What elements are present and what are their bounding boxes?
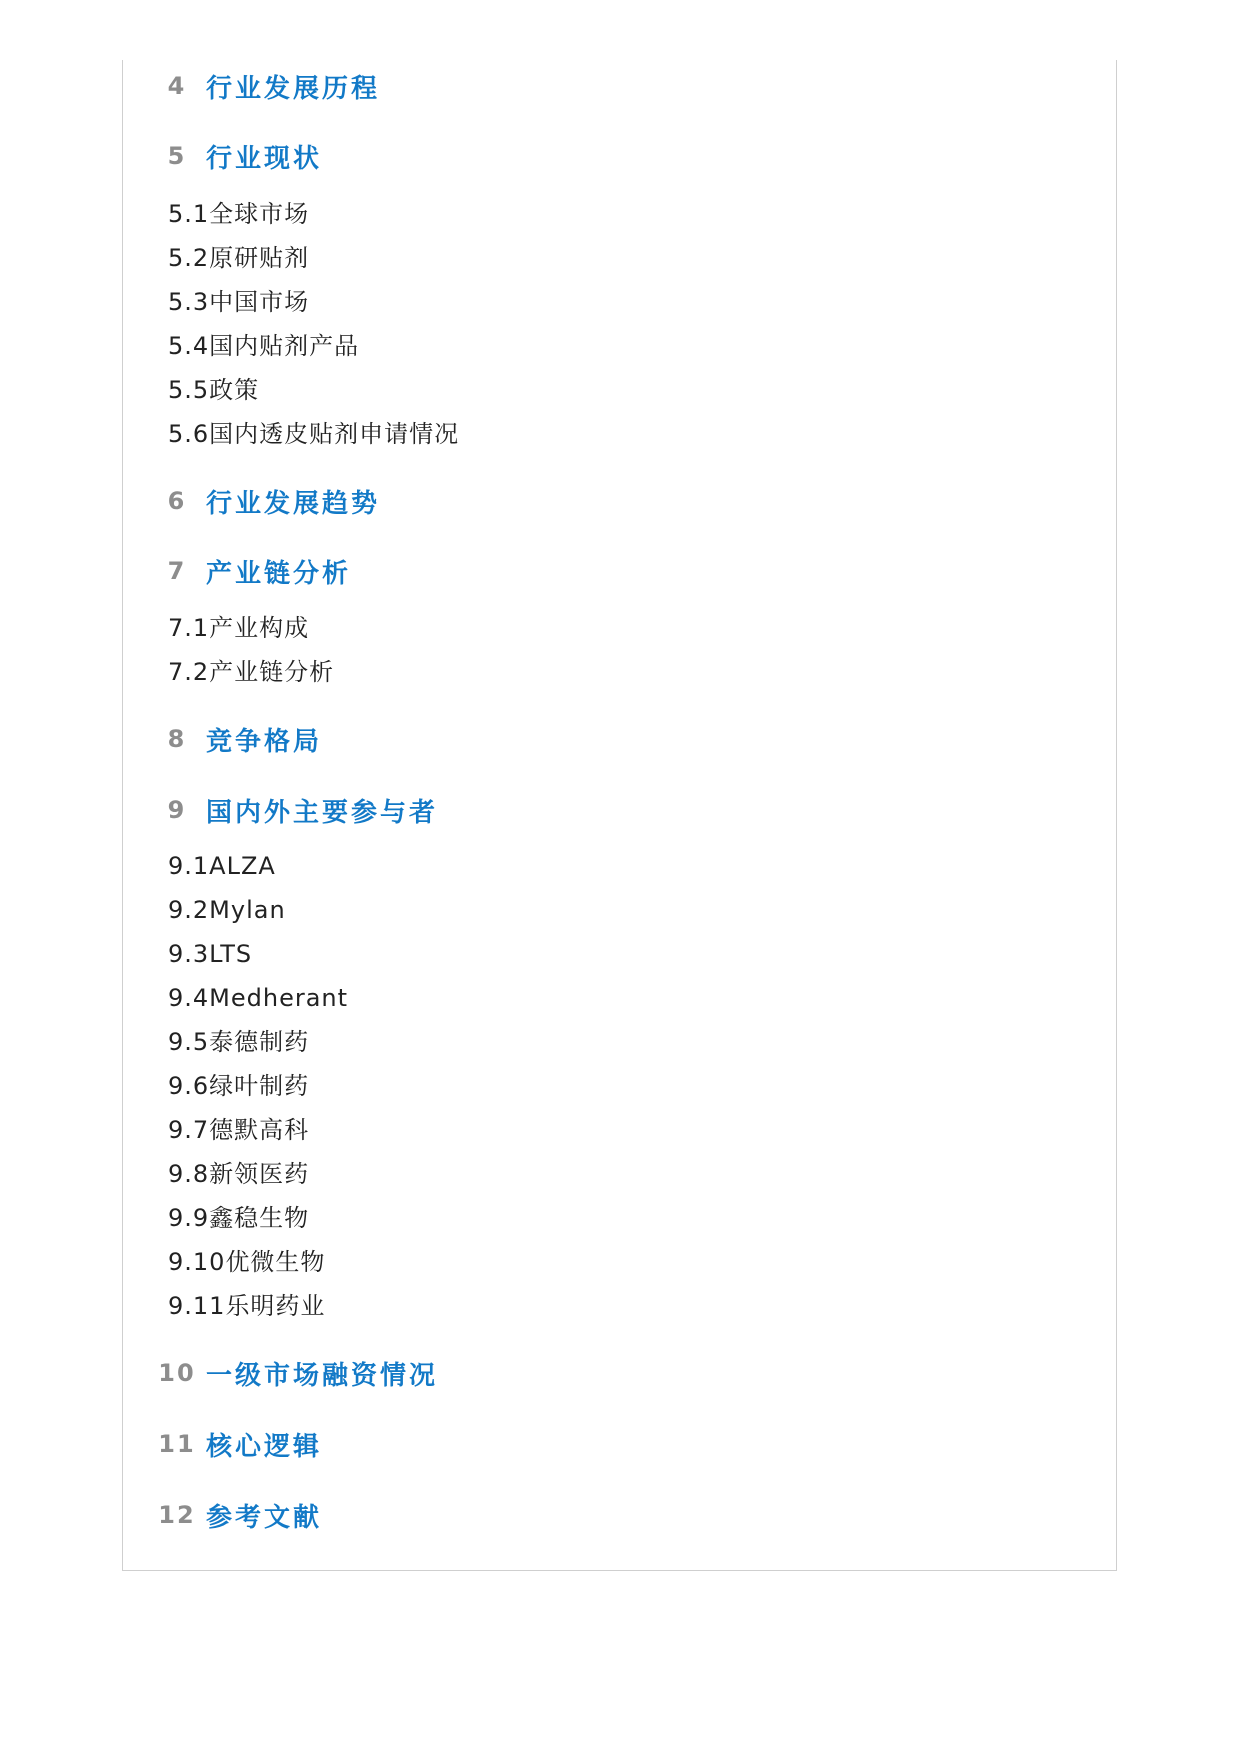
section-title: 参考文献 <box>206 1502 323 1533</box>
toc-item-5-5[interactable]: 5.5政策 <box>168 376 260 404</box>
toc-section-5[interactable] <box>150 136 322 176</box>
toc-item-9-10[interactable]: 9.10优微生物 <box>168 1248 326 1276</box>
section-title: 行业发展趋势 <box>206 488 381 519</box>
section-number: 4 <box>167 72 187 100</box>
toc-section-8[interactable] <box>150 719 322 759</box>
toc-item-9-6[interactable]: 9.6绿叶制药 <box>168 1072 310 1100</box>
toc-item-9-3[interactable]: 9.3LTS <box>168 940 253 968</box>
toc-item-9-2[interactable]: 9.2Mylan <box>168 896 286 924</box>
section-title: 行业发展历程 <box>206 73 381 104</box>
section-number: 5 <box>167 142 187 170</box>
section-number: 7 <box>167 557 187 585</box>
toc-section-6[interactable] <box>150 481 380 521</box>
section-number: 12 <box>158 1501 196 1529</box>
toc-section-12[interactable] <box>150 1495 322 1535</box>
section-title: 国内外主要参与者 <box>206 797 439 828</box>
toc-item-9-4[interactable]: 9.4Medherant <box>168 984 349 1012</box>
toc-item-9-1[interactable]: 9.1ALZA <box>168 852 276 880</box>
section-number: 10 <box>158 1359 196 1387</box>
toc-item-7-2[interactable]: 7.2产业链分析 <box>168 658 335 686</box>
toc-section-10[interactable] <box>150 1353 438 1393</box>
section-title: 竞争格局 <box>206 726 323 757</box>
toc-section-11[interactable] <box>150 1424 322 1464</box>
toc-item-5-3[interactable]: 5.3中国市场 <box>168 288 310 316</box>
section-title: 一级市场融资情况 <box>206 1360 439 1391</box>
toc-item-5-4[interactable]: 5.4国内贴剂产品 <box>168 332 360 360</box>
section-number: 11 <box>158 1430 196 1458</box>
section-number: 9 <box>167 796 187 824</box>
toc-item-9-5[interactable]: 9.5泰德制药 <box>168 1028 310 1056</box>
toc-section-7[interactable] <box>150 551 351 591</box>
toc-section-9[interactable] <box>150 790 438 830</box>
toc-item-9-7[interactable]: 9.7德默高科 <box>168 1116 310 1144</box>
section-title: 产业链分析 <box>206 558 352 589</box>
toc-item-5-2[interactable]: 5.2原研贴剂 <box>168 244 310 272</box>
toc-section-4[interactable] <box>150 66 380 106</box>
section-title: 核心逻辑 <box>206 1431 323 1462</box>
toc-item-9-11[interactable]: 9.11乐明药业 <box>168 1292 326 1320</box>
toc-item-9-9[interactable]: 9.9鑫稳生物 <box>168 1204 310 1232</box>
section-number: 8 <box>167 725 187 753</box>
section-number: 6 <box>167 487 187 515</box>
toc-item-7-1[interactable]: 7.1产业构成 <box>168 614 310 642</box>
toc-item-9-8[interactable]: 9.8新领医药 <box>168 1160 310 1188</box>
toc-item-5-1[interactable]: 5.1全球市场 <box>168 200 310 228</box>
section-title: 行业现状 <box>206 143 323 174</box>
toc-item-5-6[interactable]: 5.6国内透皮贴剂申请情况 <box>168 420 460 448</box>
